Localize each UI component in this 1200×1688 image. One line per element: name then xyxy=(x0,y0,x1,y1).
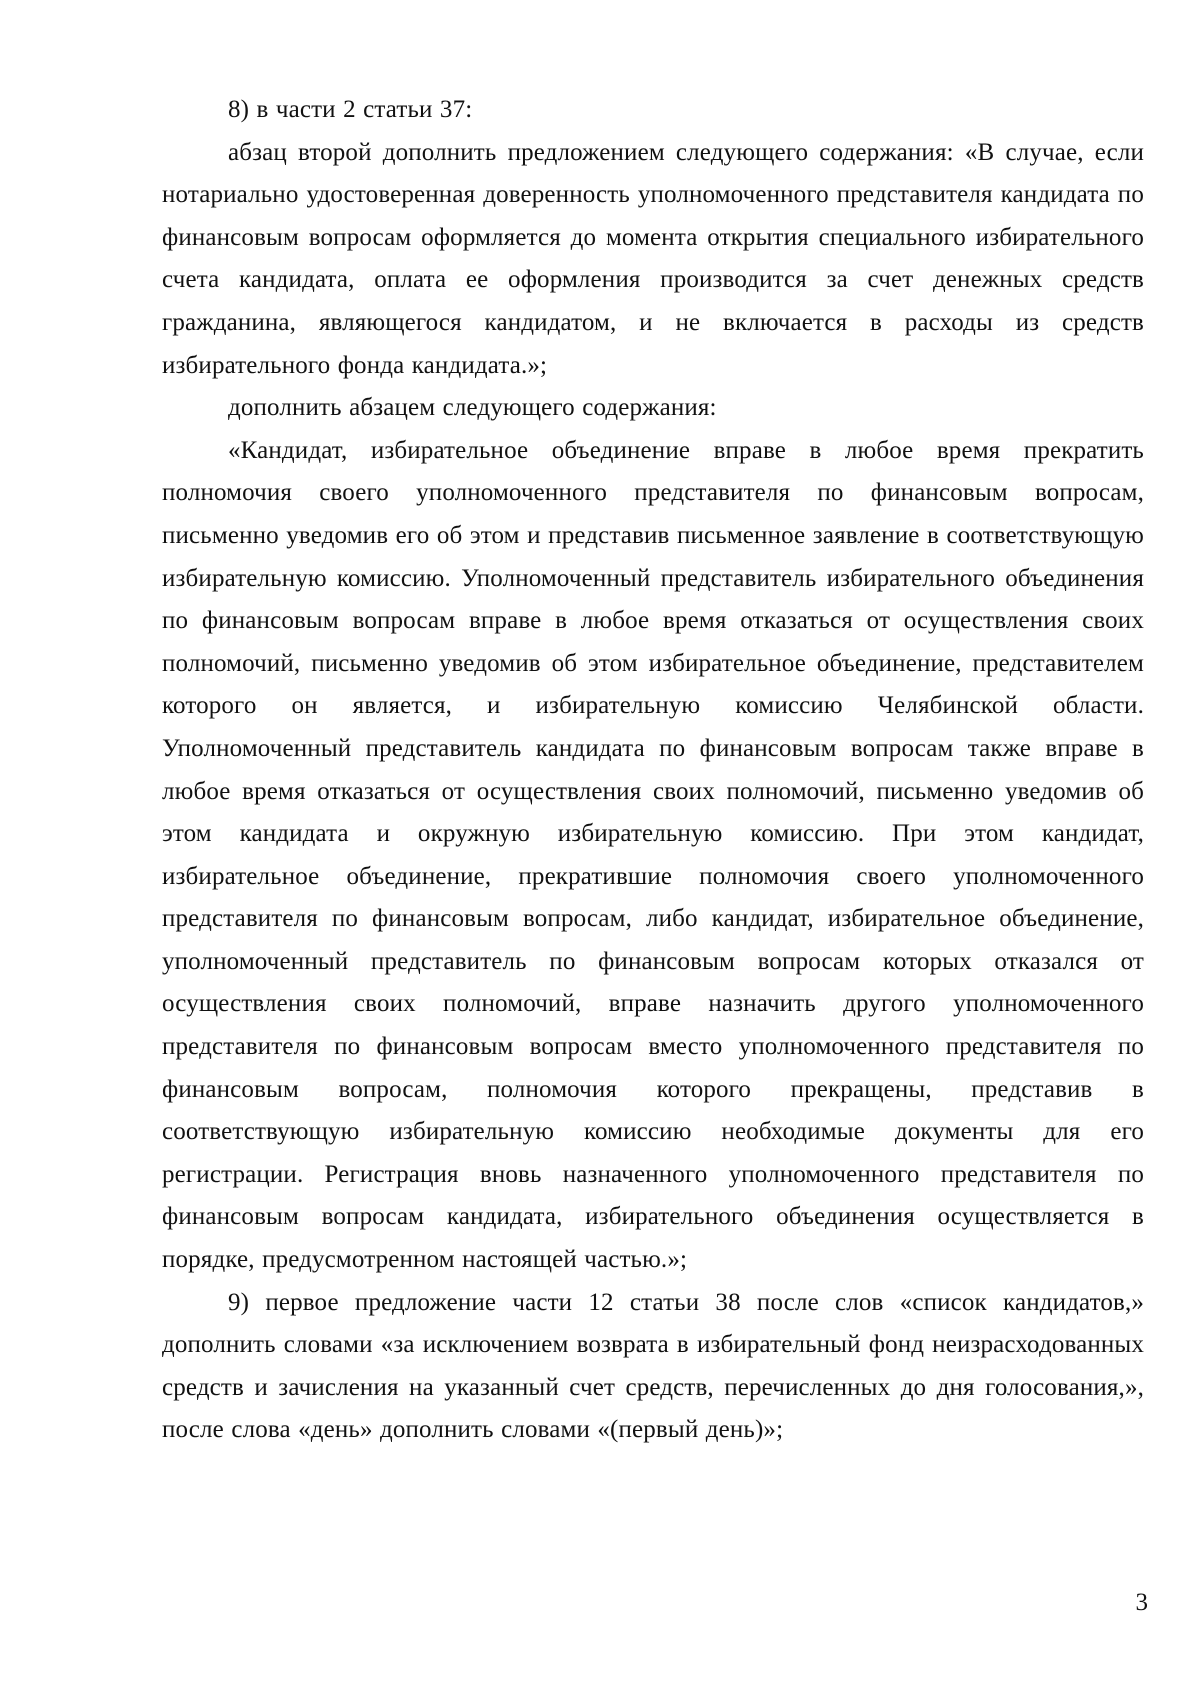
item-8-heading: 8) в части 2 статьи 37: xyxy=(228,96,473,123)
item-9-amendment: 9) первое предложение части 12 статьи 38 после слов «список кандидатов,» дополнить словами «за исключением возврата в избирательный фонд неизрасходованных средств и зачисления на указанный счет средств, перечисленных до дня голосования,», после слова «день» дополнить словами «(первый день)»; xyxy=(162,1288,1144,1444)
amendment-paragraph-2-addition: абзац второй дополнить предложением следующего содержания: «В случае, если нотариально удостоверенная доверенность уполномоченного представителя кандидата по финансовым вопросам оформляется до момента открытия специального избирательного счета кандидата, оплата ее оформления производится за счет денежных средств гражданина, являющегося кандидатом, и не включается в расходы из средств избирательного фонда кандидата.»; xyxy=(162,138,1144,379)
amendment-new-paragraph-intro: дополнить абзацем следующего содержания: xyxy=(228,394,717,422)
amendment-new-paragraph-text: «Кандидат, избирательное объединение вправе в любое время прекратить полномочия своего уполномоченного представителя по финансовым вопросам, письменно уведомив его об этом и представив письменное заявление в соответствующую избирательную комиссию. Уполномоченный представитель избирательного объединения по финансовым вопросам вправе в любое время отказаться от осуществления своих полномочий, письменно уведомив об этом избирательное объединение, представителем которого он является, и избирательную комиссию Челябинской области. Уполномоченный представитель кандидата по финансовым вопросам также вправе в любое время отказаться от осуществления своих полномочий, письменно уведомив об этом кандидата и окружную избирательную комиссию. При этом кандидат, избирательное объединение, прекратившие полномочия своего уполномоченного представителя по финансовым вопросам, либо кандидат, избирательное объединение, уполномоченный представитель по финансовым вопросам которых отказался от осуществления своих полномочий, вправе назначить другого уполномоченного представителя по финансовым вопросам вместо уполномоченного представителя по финансовым вопросам, полномочия которого прекращены, представив в соответствующую избирательную комиссию необходимые документы для его регистрации. Регистрация вновь назначенного уполномоченного представителя по финансовым вопросам кандидата, избирательного объединения осуществляется в порядке, предусмотренном настоящей частью.»; xyxy=(162,436,1144,1274)
document-body xyxy=(162,89,1144,1452)
page-number: 3 xyxy=(1135,1589,1148,1616)
